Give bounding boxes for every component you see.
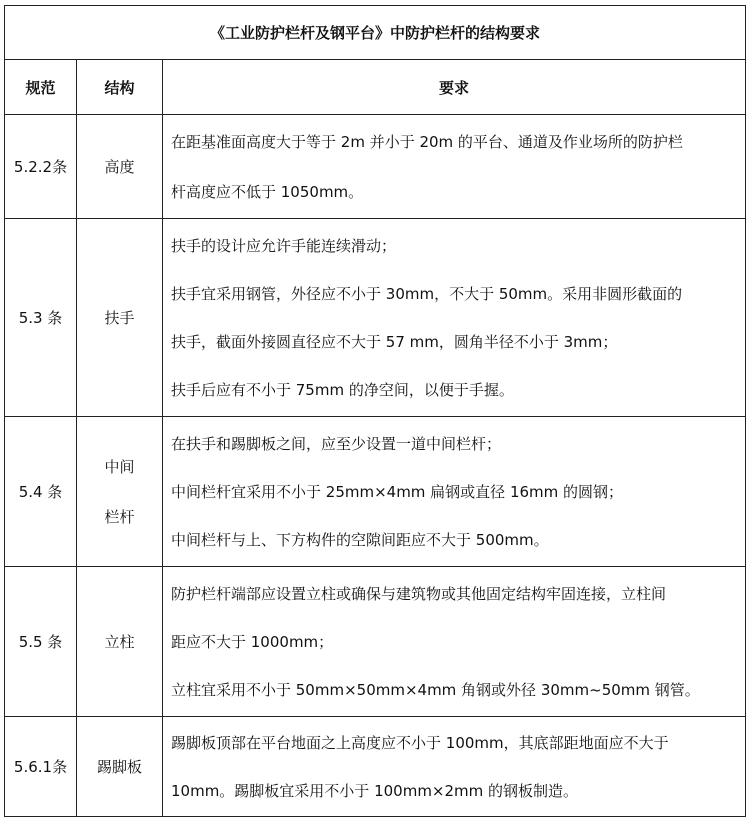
structure-cell [77,567,163,717]
structure-label: 栏杆 [104,507,135,526]
requirement-line: 踢脚板顶部在平台地面之上高度应不小于 100mm，其底部距地面应不大于 [171,733,669,752]
table-row [5,567,746,717]
requirement-line: 立柱宜采用不小于 50mm×50mm×4mm 角钢或外径 30mm~50mm 钢管。 [171,680,700,699]
code-cell: 5.6.1条 [5,717,77,817]
structure-cell [77,219,163,417]
structure-label: 立柱 [104,632,135,651]
requirement-cell [163,115,746,219]
structure-label: 踢脚板 [96,757,142,776]
requirement-line: 扶手宜采用钢管，外径应不小于 30mm，不大于 50mm。采用非圆形截面的 [171,284,683,303]
header-requirement: 要求 [163,60,746,115]
header-structure: 结构 [77,60,163,115]
code-cell: 5.3 条 [5,219,77,417]
requirement-cell [163,219,746,417]
table-row [5,219,746,417]
structure-cell [77,417,163,567]
structure-cell [77,717,163,817]
table-row [5,115,746,219]
structure-cell [77,115,163,219]
requirement-line: 在扶手和踢脚板之间，应至少设置一道中间栏杆； [171,434,502,453]
table-row [5,417,746,567]
structure-label: 扶手 [104,308,135,327]
structure-requirements-table [4,5,746,817]
requirement-line: 扶手的设计应允许手能连续滑动； [171,236,397,255]
structure-label: 中间 [104,457,135,476]
requirement-cell [163,567,746,717]
header-code: 规范 [5,60,77,115]
code-cell: 5.5 条 [5,567,77,717]
requirement-line: 扶手后应有不小于 75mm 的净空间，以便于手握。 [171,380,514,399]
table-row [5,717,746,817]
requirement-line: 扶手，截面外接圆直径应不大于 57 mm，圆角半径不小于 3mm； [171,332,618,351]
requirement-line: 在距基准面高度大于等于 2m 并小于 20m 的平台、通道及作业场所的防护栏 [171,132,683,151]
requirement-line: 杆高度应不低于 1050mm。 [171,182,364,201]
code-cell: 5.2.2条 [5,115,77,219]
table-title: 《工业防护栏杆及钢平台》中防护栏杆的结构要求 [5,6,746,60]
requirement-line: 防护栏杆端部应设置立柱或确保与建筑物或其他固定结构牢固连接，立柱间 [171,584,667,603]
header-row [5,60,746,115]
requirement-line: 距应不大于 1000mm； [171,632,334,651]
requirement-cell [163,417,746,567]
requirement-line: 10mm。踢脚板宜采用不小于 100mm×2mm 的钢板制造。 [171,781,579,800]
requirement-line: 中间栏杆宜采用不小于 25mm×4mm 扁钢或直径 16mm 的圆钢； [171,482,624,501]
requirement-cell [163,717,746,817]
code-cell: 5.4 条 [5,417,77,567]
requirement-line: 中间栏杆与上、下方构件的空隙间距应不大于 500mm。 [171,530,549,549]
structure-label: 高度 [104,157,135,176]
